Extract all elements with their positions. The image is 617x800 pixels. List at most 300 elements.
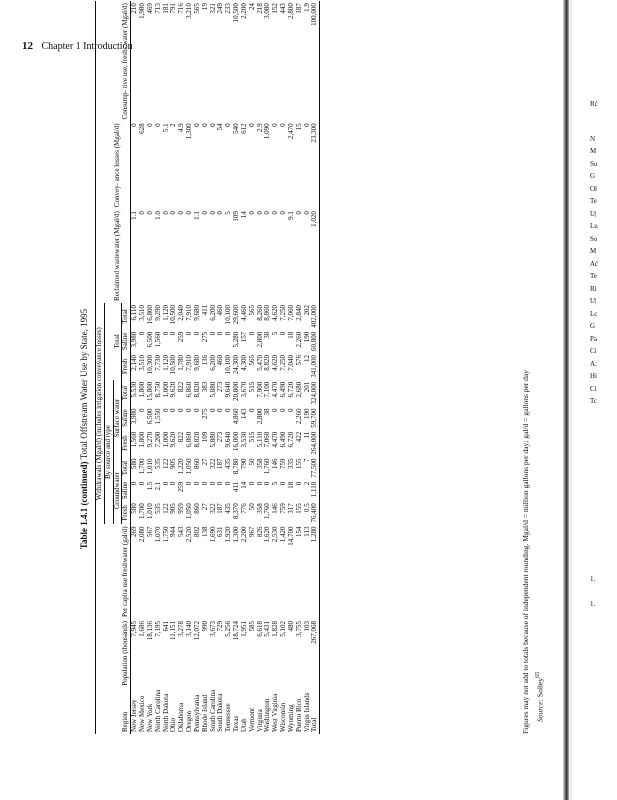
table-cell: 2.9 (255, 123, 264, 133)
table-cell: 2,200 (239, 526, 248, 543)
table-cell: 1,780 (177, 354, 186, 371)
table-cell: 1,000 (161, 381, 170, 398)
table-cell: 802 (192, 526, 201, 537)
table-cell: 11 (302, 431, 311, 439)
table-cell: 1,020 (310, 211, 319, 227)
table-cell: 1,800 (138, 381, 147, 398)
table-cell: 515 (247, 431, 256, 443)
adjacent-page-fragment: Ol (590, 185, 597, 193)
table-cell: 1,750 (161, 526, 170, 543)
table-cell: 0 (145, 123, 154, 127)
table-cell: 540 (232, 123, 241, 134)
table-cell: 469 (145, 3, 154, 14)
table-cell: 4.9 (177, 123, 186, 133)
table-cell: 322 (208, 458, 217, 469)
table-cell: 729 (216, 621, 225, 632)
table-cell: 435 (224, 503, 233, 514)
table-cell: 9.1 (286, 211, 295, 220)
table-cell: 7,910 (185, 304, 194, 321)
table-cell: 7,945 (130, 621, 139, 637)
table-cell: 0 (185, 408, 194, 412)
adjacent-page-fragment: Ać (590, 260, 599, 268)
table-total-row (311, 1, 319, 734)
table-cell: 20,800 (232, 381, 241, 401)
table-cell: 1,690 (208, 526, 217, 543)
table-cell: 0 (185, 211, 194, 215)
table-cell: 1,300 (232, 526, 241, 543)
table-cell: 4,620 (271, 354, 280, 371)
table-cell: 6,200 (208, 354, 217, 371)
conveyance-header: Convey- ance losses (Mgal/d) (113, 123, 122, 208)
table-cell: 411 (232, 481, 241, 492)
table-cell: 959 (177, 503, 186, 514)
region-cell: Oregon (185, 711, 194, 732)
table-cell: 565 (192, 3, 201, 14)
table-cell: 905 (169, 503, 178, 514)
table-cell: 0 (192, 331, 201, 336)
table-cell: 5 (224, 211, 233, 215)
region-cell: Ohio (169, 718, 178, 732)
adjacent-page-fragment: So (590, 160, 598, 168)
table-cell: 10,100 (224, 304, 233, 325)
table-cell: 273 (216, 431, 225, 443)
adjacent-page-fragment: Pa (590, 335, 597, 343)
source-label: Source: (535, 698, 545, 722)
table-cell: 776 (239, 503, 248, 514)
table-cell: 1,050 (185, 503, 194, 519)
table-cell: 1,686 (138, 621, 147, 637)
table-cell: 218 (255, 3, 264, 14)
table-cell: 0 (138, 408, 147, 412)
table-cell: 0.5 (302, 503, 311, 512)
table-cell: 0 (271, 211, 280, 215)
table-cell: 0 (138, 331, 147, 336)
table-cell: 0 (279, 408, 288, 412)
table-cell: 480 (286, 621, 295, 632)
table-cell: 631 (216, 526, 225, 537)
adjacent-page-fragment: Te (590, 272, 597, 280)
adjacent-page-fragment: Tc (590, 397, 597, 405)
table-cell: 1,420 (279, 526, 288, 543)
table-cell: 0 (255, 211, 264, 215)
region-cell: Washington (263, 698, 272, 732)
table-cell: 4,300 (239, 354, 248, 371)
adjacent-page-fragment: A: (590, 360, 597, 368)
table-cell: 1,090 (263, 123, 272, 140)
table-cell: 2,470 (286, 123, 295, 140)
table-cell: 38 (263, 331, 272, 339)
table-cell: 0 (279, 481, 288, 486)
table-cell: 0 (161, 481, 170, 486)
table-cell: 716 (177, 3, 186, 14)
table-cell: 77,500 (310, 458, 319, 478)
table-cell: 3,080 (263, 3, 272, 19)
region-cell: West Virginia (271, 693, 280, 732)
percapita-header: Per capita use freshwater (gal/d) (121, 526, 130, 618)
table-cell: 136 (200, 354, 209, 366)
table-cell: 0 (279, 123, 288, 127)
adjacent-page-fragment: U| (590, 210, 597, 218)
table-cell: 267,068 (310, 621, 319, 644)
table-cell: 7,250 (279, 354, 288, 371)
table-cell: 9,680 (192, 354, 201, 371)
table-cell: 4,470 (271, 431, 280, 448)
table-cell: 14 (239, 481, 248, 489)
surface-water-header: Surface water (113, 380, 122, 457)
table-cell: 5 (271, 331, 280, 336)
table-cell: 0 (169, 408, 178, 412)
table-cell: 1,110 (310, 481, 319, 498)
region-cell: Virgin Islands (302, 692, 311, 732)
gw-saline-header: Saline (121, 481, 130, 500)
table-cell: 0 (247, 481, 256, 486)
table-cell: 187 (216, 503, 225, 514)
region-cell: Pennsylvania (192, 694, 201, 732)
table-cell: 905 (169, 458, 178, 469)
table-cell: 3,670 (239, 381, 248, 398)
table-cell: 6,490 (279, 381, 288, 398)
table-cell: 9,290 (153, 304, 162, 321)
table-cell: 322 (208, 503, 217, 514)
region-cell: Vermont (247, 707, 256, 732)
table-cell: 990 (200, 621, 209, 632)
table-cell: 0 (153, 123, 162, 127)
adjacent-page-fragment: So (590, 235, 598, 243)
table-cell: 1,700 (138, 503, 147, 519)
table-cell: 0 (208, 123, 217, 127)
table-cell: 2.1 (153, 481, 162, 491)
table-cell: 1,120 (161, 304, 170, 321)
table-cell: 54 (216, 123, 225, 131)
table-cell: 157 (239, 331, 248, 343)
table-cell: 5.1 (161, 123, 170, 133)
table-cell: 122 (161, 503, 170, 514)
table-cell: 4,470 (271, 381, 280, 398)
table-cell: 6,500 (145, 408, 154, 425)
table-cell: 14 (239, 211, 248, 219)
table-cell: 443 (279, 3, 288, 14)
table-cell: 0 (279, 331, 288, 336)
table-cell: 1,620 (263, 526, 272, 543)
table-cell: 1,300 (185, 123, 194, 140)
table-cell: 0 (208, 408, 217, 412)
table-cell: 146 (271, 458, 280, 469)
table-cell: 122 (161, 458, 170, 469)
table-cell: 822 (177, 381, 186, 393)
table-cell: 358 (255, 458, 264, 469)
table-cell: 826 (255, 526, 264, 537)
table-cell: 7,195 (153, 621, 162, 637)
region-cell: Texas (232, 715, 241, 732)
table-cell: 50 (247, 458, 256, 466)
table-cell: 5,880 (208, 431, 217, 448)
adjacent-page-fragment: G (590, 172, 596, 180)
table-cell: 1,010 (145, 458, 154, 475)
table-cell: 29,600 (232, 304, 241, 325)
table-cell: 3,210 (185, 3, 194, 19)
table-cell: 18,136 (145, 621, 154, 641)
table-cell: 9,640 (224, 431, 233, 448)
table-cell: 7,100 (263, 381, 272, 398)
table-cell: 0 (247, 211, 256, 215)
table-cell: 0 (185, 481, 194, 486)
region-cell: Virginia (255, 709, 264, 732)
table-title-number: Table 1.4.1 (continued) (79, 461, 89, 550)
table-cell: 103 (302, 621, 311, 632)
table-cell: 0 (302, 123, 311, 127)
table-cell: 3,755 (294, 621, 303, 637)
table-cell: 3,140 (185, 621, 194, 637)
table-cell: 3,530 (239, 431, 248, 448)
table-cell: 967 (247, 526, 256, 537)
table-cell: 4,460 (239, 304, 248, 321)
table-cell: 109 (200, 431, 209, 443)
table-cell: 2,680 (294, 381, 303, 398)
table-cell: 4,860 (232, 408, 241, 425)
table-cell: 612 (239, 123, 248, 134)
table-cell: 273 (216, 381, 225, 393)
table-cell: 535 (153, 503, 162, 514)
table-cell: 5,256 (224, 621, 233, 637)
table-cell: 0 (200, 123, 209, 127)
table-cell: 0 (138, 211, 147, 215)
table-cell: 10,500 (169, 354, 178, 375)
table-cell: 6,500 (145, 331, 154, 348)
table-cell: 2,520 (185, 526, 194, 543)
table-cell: 15,800 (145, 381, 154, 401)
table-cell: 3,673 (208, 621, 217, 637)
table-body (131, 1, 320, 734)
tot-total-header: Total (121, 309, 130, 324)
table-cell: 5 (271, 481, 280, 486)
table-cell: 944 (169, 526, 178, 537)
adjacent-page-fragment: G (590, 322, 596, 330)
table-cell: 5,110 (255, 431, 264, 448)
table-cell: 8,780 (232, 458, 241, 475)
table-cell: 190 (302, 408, 311, 419)
table-cell: 0 (208, 211, 217, 215)
table-cell: 0 (263, 481, 272, 486)
table-cell: 341,000 (310, 354, 319, 378)
table-cell: 0 (169, 331, 178, 336)
table-cell: 0 (192, 123, 201, 127)
table-cell: 535 (153, 458, 162, 469)
table-cell: 8,860 (263, 304, 272, 321)
table-cell: 233 (224, 3, 233, 14)
table-cell: 9,680 (192, 304, 201, 321)
table-cell: 6,490 (279, 431, 288, 448)
reclaimed-header: Reclaimed wastewater (Mgal/d) (113, 211, 122, 301)
table-cell: 2,260 (294, 331, 303, 348)
adjacent-page-fragment: N (590, 135, 596, 143)
adjacent-page-fragment: Lc (590, 310, 598, 318)
region-cell: South Carolina (208, 689, 217, 732)
adjacent-page-fragment: Lu (590, 222, 598, 230)
adjacent-page-fragment: Ci (590, 347, 597, 355)
table-cell: 12 (302, 354, 311, 362)
table-cell: 10,500 (169, 304, 178, 325)
table-cell: 2,840 (294, 304, 303, 321)
table-cell: 264,000 (310, 431, 319, 455)
table-cell: 585 (247, 621, 256, 632)
table-cell: 19 (200, 3, 209, 11)
sw-saline-header: Saline (121, 409, 130, 427)
table-cell: 1,050 (185, 458, 194, 475)
table-cell: 1.1 (130, 211, 139, 220)
table-cell: 1,920 (224, 526, 233, 543)
table-cell: 146 (271, 503, 280, 514)
table-cell: 7,910 (185, 354, 194, 371)
table-cell: 567 (145, 526, 154, 537)
table-cell: 210 (130, 3, 139, 14)
table-cell: 1,951 (239, 621, 248, 637)
table-cell: 2,140 (130, 354, 139, 371)
adjacent-page-fragment: Te (590, 197, 597, 205)
table-cell: 0 (279, 211, 288, 215)
table-cell: 0 (216, 331, 225, 336)
table-cell: 422 (294, 431, 303, 443)
table-cell: 0 (263, 211, 272, 215)
population-header-spacer (96, 619, 105, 688)
table-cell: 402,000 (310, 304, 319, 328)
table-cell: 0 (208, 481, 217, 486)
table-cell: 0 (271, 408, 280, 412)
table-cell: 0 (161, 211, 170, 215)
table-title-text: Total Offstream Water Use by State, 1995 (79, 308, 89, 460)
table-cell: 860 (192, 503, 201, 514)
table-cell: 1.0 (153, 211, 162, 220)
table-cell: 6,618 (255, 621, 264, 637)
table-cell: 0 (271, 123, 280, 127)
table-cell: 5,880 (208, 381, 217, 398)
groundwater-header: Groundwater (113, 456, 122, 524)
table-cell: 5,280 (232, 331, 241, 348)
table-cell: 154 (294, 526, 303, 537)
table-cell: 321 (208, 3, 217, 14)
table-cell: 2,200 (239, 3, 248, 19)
table-cell: 435 (224, 458, 233, 469)
region-cell: Total (310, 717, 319, 732)
table-cell: 0 (185, 331, 194, 336)
table-cell: 143 (239, 408, 248, 419)
table-cell: 10,300 (145, 354, 154, 375)
table-cell: 0 (200, 211, 209, 215)
table-cell: 181 (161, 3, 170, 14)
table-cell: 460 (216, 304, 225, 316)
table-cell: 8,820 (192, 431, 201, 448)
table-title (79, 124, 89, 734)
source-ref: 65 (534, 671, 541, 678)
table-cell: 1.9 (302, 3, 311, 12)
table-source (534, 672, 545, 722)
table-cell: 0 (286, 408, 295, 412)
table-cell: 0 (177, 408, 186, 412)
table-cell: 628 (138, 123, 147, 134)
table-cell: 3,510 (138, 304, 147, 321)
table-cell: 259 (177, 331, 186, 343)
table-cell: 0 (177, 211, 186, 215)
table-cell: 10,100 (224, 354, 233, 375)
table-cell: 27 (200, 458, 209, 466)
by-source-header: By source and type (104, 380, 113, 525)
table-cell: 0 (192, 408, 201, 412)
adjacent-page-fragment: Ci (590, 385, 597, 393)
table-cell: 1,010 (145, 503, 154, 519)
table-cell: 0 (161, 331, 170, 336)
table-cell: 1,560 (130, 431, 139, 448)
table-footnote: Figures may not add to totals because of independent rounding. Mgal/d = million gallons per day; gal/d = gallons per day (521, 369, 530, 734)
table-cell: 0 (247, 408, 256, 412)
table-cell: 0 (224, 408, 233, 412)
table-cell: 0 (224, 331, 233, 336)
table-cell: 759 (279, 503, 288, 514)
table-cell: 0 (247, 331, 256, 336)
table-cell: 1,800 (138, 431, 147, 448)
table-cell: 8,820 (263, 354, 272, 371)
table-cell: 0 (255, 481, 264, 486)
table-cell: 2 (169, 123, 178, 127)
table-cell: 6,860 (185, 381, 194, 398)
book-gutter (569, 0, 572, 800)
table-cell: 201 (302, 381, 311, 393)
population-header: Population (thousands) (121, 621, 130, 686)
table-cell: 6,860 (185, 431, 194, 448)
table-cell: 6,720 (286, 431, 295, 448)
table-cell: 24 (247, 3, 256, 11)
table-cell: 0 (294, 481, 303, 486)
table-cell: 27 (200, 503, 209, 511)
gw-fresh-header: Fresh (121, 505, 130, 521)
table-cell: 0 (216, 481, 225, 486)
table-cell: 580 (130, 503, 139, 514)
region-cell: North Carolina (153, 689, 162, 732)
table-cell: 791 (169, 3, 178, 14)
table-cell: 11,151 (169, 621, 178, 641)
table-cell: 16,000 (232, 431, 241, 451)
table-cell: 7,040 (286, 354, 295, 371)
table-cell: 411 (200, 304, 209, 316)
table-cell: 0 (224, 123, 233, 127)
table-cell: 152 (271, 3, 280, 14)
adjacent-page-fragment: Ri (590, 285, 597, 293)
table-cell: 259 (177, 481, 186, 493)
table-cell: 759 (279, 458, 288, 469)
table-cell: 576 (294, 354, 303, 366)
page-number: 12 (22, 40, 33, 52)
region-cell: Tennessee (224, 703, 233, 732)
table-cell: 2,800 (286, 3, 295, 19)
table-cell: 515 (247, 381, 256, 393)
gw-total-header: Total (121, 460, 130, 476)
table-cell: 1,760 (263, 503, 272, 519)
source-text: Solley (535, 677, 545, 698)
table-cell: 580 (130, 458, 139, 469)
table-cell: 16,800 (145, 304, 154, 325)
region-cell: Wisconsin (279, 702, 288, 732)
table-cell: 1,000 (161, 431, 170, 448)
table-cell: 7,250 (279, 304, 288, 321)
adjacent-page-fragment: Rć (590, 100, 598, 108)
table-cell: 1,120 (161, 354, 170, 371)
table-cell: 1,980 (138, 3, 147, 19)
region-header-spacer (96, 688, 105, 734)
table-cell: 8,750 (153, 381, 162, 398)
table-cell: 860 (192, 458, 201, 469)
table-cell: 6,720 (286, 381, 295, 398)
table-cell: 5,102 (279, 621, 288, 637)
table-cell: 0 (161, 408, 170, 412)
region-cell: North Dakota (161, 693, 170, 732)
